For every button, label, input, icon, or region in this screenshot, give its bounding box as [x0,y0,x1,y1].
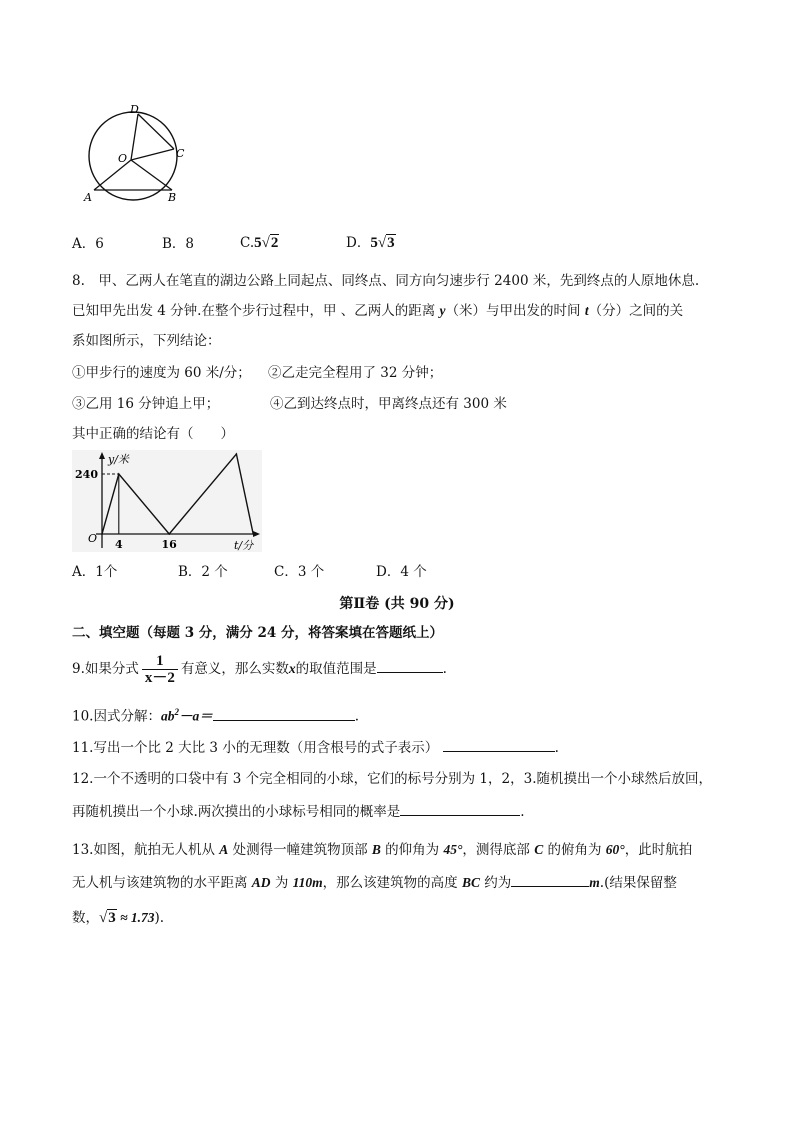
var-t: t [584,303,589,318]
q13-line3: 数，√3 ≈ 1.73). [72,910,165,926]
q8-option-c: C．3 个 [274,564,325,580]
q13-sqrt: √3 [99,910,116,926]
q7-option-a: A．6 [72,236,104,252]
x-tick-label: 4 [114,538,123,551]
q8-option-b: B．2 个 [178,564,228,580]
circle [89,112,177,200]
q10-answer-blank[interactable] [213,706,355,721]
q7-option-b: B．8 [162,236,195,252]
q9-answer-blank[interactable] [377,658,443,673]
label-c: C [176,147,185,160]
q9-fraction: $\frac{1}{x-2}$ [142,653,178,686]
data-point [168,533,170,535]
x-tick-label: 16 [161,538,177,551]
circle-figure [78,104,198,204]
q8-line3: 系如图所示，下列结论： [72,333,221,349]
q7-option-d [346,233,396,253]
segment-ob [131,160,172,190]
data-point [252,533,254,535]
q10: 10.因式分解：$ab^2-a=$ . [72,707,360,725]
var-y: y [439,303,446,318]
label-d: D [130,104,139,116]
q7-option-c [240,233,279,253]
q12-answer-blank[interactable] [400,801,520,816]
y-tick-label: 240 [75,468,98,481]
q8-statement-4: ④乙到达终点时，甲离终点还有 300 米 [270,396,507,412]
q8-statement-1: ①甲步行的速度为 60 米/分； [72,365,251,381]
segment-od [131,114,138,160]
label-b: B [168,191,177,204]
data-point [236,453,238,455]
q8-line1: 8. 甲、乙两人在笔直的湖边公路上同起点、同终点、同方向匀速步行 2400 米，先到终点的人原地休息. [72,273,700,289]
q7-option-c-label: C. [240,235,255,251]
q11: 11.写出一个比 2 大比 3 小的无理数（用含根号的式子表示） . [72,737,559,758]
q9: 9.如果分式 $\frac{1}{x-2}$ 有意义，那么实数x的取值范围是 . [72,653,447,686]
data-point [101,533,103,535]
q13-answer-blank[interactable] [511,872,589,887]
y-axis-label: y/米 [108,453,129,466]
segment-oc [131,149,174,160]
q13-line2: 无人机与该建筑物的水平距离 AD 为 110m，那么该建筑物的高度 BC 约为 m.(结果保留整 [72,872,677,893]
label-o: O [118,152,128,165]
q8-option-d: D．4 个 [376,564,427,580]
label-a: A [84,191,92,204]
q7-option-d-math: 5√3 [370,235,395,251]
q12-line1: 12.一个不透明的口袋中有 3 个完全相同的小球，它们的标号分别为 1，2，3.随机摸出一个小球然后放回， [72,771,712,787]
x-axis-label: t/分 [234,539,254,552]
data-point [118,473,120,475]
q8-question: 其中正确的结论有（ ） [72,426,234,442]
distance-time-chart [72,450,262,552]
q8-line2: 已知甲先出发 4 分钟.在整个步行过程中，甲 、乙两人的距离 y（米）与甲出发的时间 t（分）之间的关 [72,303,684,319]
q11-answer-blank[interactable] [443,737,555,752]
q8-statement-2: ②乙走完全程用了 32 分钟； [268,365,443,381]
q8-statement-3: ③乙用 16 分钟追上甲； [72,396,220,412]
chart-background [72,450,262,552]
q12-line2: 再随机摸出一个小球.两次摸出的小球标号相同的概率是 . [72,801,525,822]
q7-option-d-label: D． [346,235,371,251]
section-title: 第Ⅱ卷 (共 90 分) [339,596,455,612]
q8-option-a: A．1个 [72,564,118,580]
part-heading: 二、填空题（每题 3 分，满分 24 分，将答案填在答题纸上） [72,625,443,641]
q13-line1: 13.如图，航拍无人机从 A 处测得一幢建筑物顶部 B 的仰角为 45°，测得底部 C 的俯角为 60°，此时航拍 [72,842,693,858]
origin-label: O [88,532,98,545]
q7-option-c-math: 5√2 [254,235,279,251]
